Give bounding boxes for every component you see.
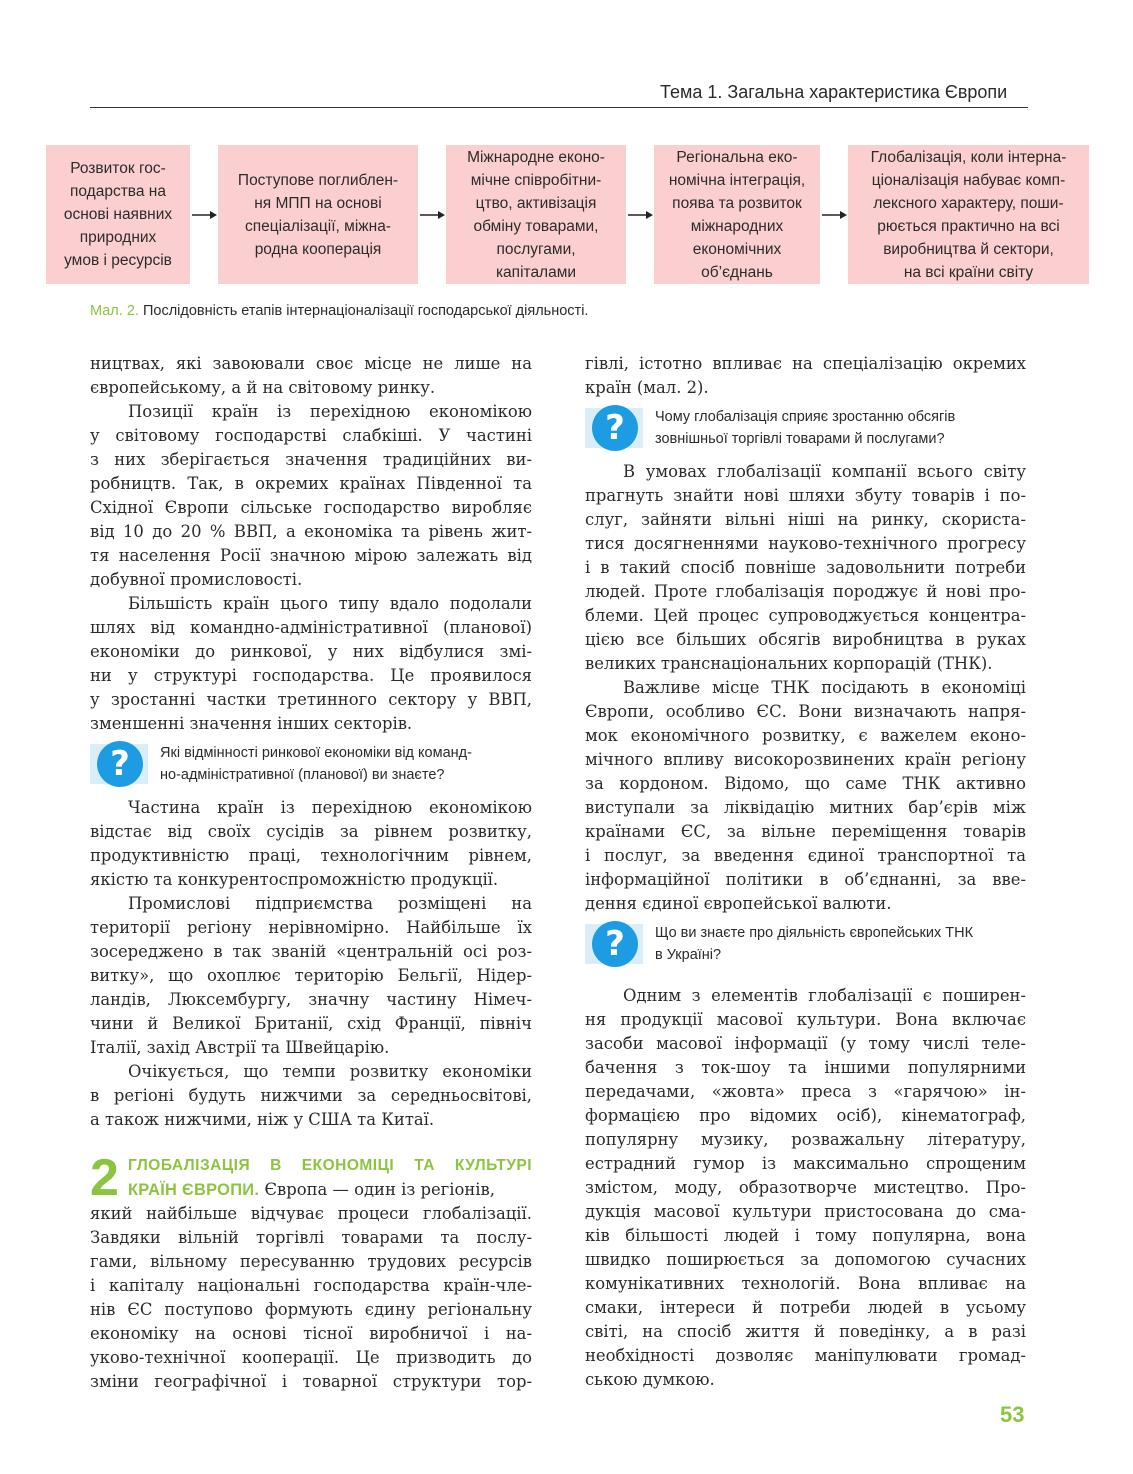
flow-step-5 (848, 145, 1089, 284)
paragraph: ництвах, які завоювали своє місце не лише на європейському, а й на світовому ринку. (90, 354, 532, 397)
header-divider (90, 107, 1028, 108)
flow-step-2-text: Поступове поглиблен- ня МПП на основі спеціалізації, міжна- родна кооперація (237, 171, 399, 258)
arrow-right-icon (418, 210, 446, 220)
flow-step-3-text: Міжнародне еконо- мічне співробітни- цтво, активізація обміну товарами, послугами, капіталами (467, 148, 605, 281)
flow-step-1 (46, 145, 190, 284)
flow-step-4-text: Регіональна еко- номічна інтеграція, поява та розвиток міжнародних економічних об’єднань (668, 148, 806, 281)
question-text: Що ви знаєте про діяльність європейських ТНК в Україні? (655, 925, 974, 963)
figure-caption-text: Послідовність етапів інтернаціоналізації господарської діяльності. (142, 303, 589, 319)
paragraph: Позиції країн із перехідною економікою у світовому господарстві слабкіші. У частині з них зберігається значення традиційних ви- робництв. Так, в окремих країнах Південної та Східної Європи сільське господарство виробляє від 10 до 20 % ВВП, а економіка та рівень жит- тя населення Росії значною мірою залежать від добувної промисловості. (90, 402, 532, 589)
question-block (90, 740, 532, 794)
right-column (585, 352, 1026, 1392)
figure-caption-label: Мал. 2. (90, 303, 139, 319)
figure-caption (90, 303, 588, 319)
paragraph: Частина країн із перехідною економікою відстає від своїх сусідів за рівнем розвитку, продуктивністю праці, технологічним рівнем, якістю та конкурентоспроможністю продукції. (90, 798, 532, 889)
flow-step-3 (446, 145, 626, 284)
paragraph: який найбільше відчуває процеси глобалізації. Завдяки вільній торгівлі товарами та послу- гами, вільному пересуванню трудових ресурсів і капіталу національні господарства країн-чле- нів ЄС поступово формують єдину регіональну економіку на основі тісної виробничої і на- уково-технічної кооперації. Це призводить до зміни географічної і товарної структури тор- (90, 1204, 532, 1391)
question-mark-icon: ? (592, 405, 638, 451)
question-block (585, 920, 1026, 974)
flow-step-2 (218, 145, 418, 284)
flow-step-1-text: Розвиток гос- подарства на основі наявних природних умов і ресурсів (63, 160, 173, 269)
section-heading: 2 ГЛОБАЛІЗАЦІЯ В ЕКОНОМІЦІ ТА КУЛЬТУРІ КРАЇН ЄВРОПИ. Європа — один із регіонів, (90, 1149, 532, 1207)
paragraph: Очікується, що темпи розвитку економіки в регіоні будуть нижчими за середньосвітові, а також нижчими, ніж у США та Китаї. (90, 1062, 532, 1129)
paragraph: Промислові підприємства розміщені на території регіону нерівномірно. Найбільше їх зосереджено в так званій «центральній осі роз- витку», що охоплює територію Бельгії, Нідер- ландів, Люксембургу, значну частину Німеч- чини й Великої Британії, схід Франції, північ Італії, захід Австрії та Швейцарію. (90, 894, 532, 1057)
page-header-title: Тема 1. Загальна характеристика Європи (660, 82, 1008, 102)
left-column (90, 352, 532, 1394)
paragraph: Більшість країн цього типу вдало подолали шлях від командно-адміністративної (планової) економіки до ринкової, у них відбулися змі- ни у структурі господарства. Це проявилося у зростанні частки третинного сектору у ВВП, зменшенні значення інших секторів. (90, 594, 532, 733)
paragraph: В умовах глобалізації компанії всього світу прагнуть знайти нові шляхи збуту товарів і по- слуг, зайняти вільні ніші на ринку, скориста- тися досягненнями науково-технічного прогресу і в такий спосіб повніше задовольнити потреби людей. Проте глобалізація породжує й нові про- блеми. Цей процес супроводжується концентра- цією все більших обсягів виробництва в руках великих транснаціональних корпорацій (ТНК). (585, 462, 1026, 673)
question-mark-icon: ? (592, 921, 638, 967)
question-block (585, 404, 1026, 458)
question-text: Які відмінності ринкової економіки від команд- но-адміністративної (планової) ви знаєте? (160, 745, 472, 783)
section-title: ГЛОБАЛІЗАЦІЯ В ЕКОНОМІЦІ ТА КУЛЬТУРІ (128, 1157, 532, 1174)
page-number: 53 (1000, 1402, 1025, 1427)
paragraph: гівлі, істотно впливає на спеціалізацію окремих країн (мал. 2). (585, 354, 1026, 397)
section-number: 2 (90, 1149, 119, 1207)
arrow-right-icon (626, 210, 654, 220)
flow-step-4 (654, 145, 820, 284)
arrow-right-icon (190, 210, 218, 220)
paragraph: Одним з елементів глобалізації є поширен- ня продукції масової культури. Вона включає засоби масової інформації (у тому числі теле- бачення з ток-шоу та іншими популярними передачами, «жовта» преса з «гарячою» ін- формацією про відомих осіб), кінематограф, популярну музику, розважальну літературу, естрадний гумор із максимально спрощеним змістом, моду, образотворче мистецтво. Про- дукція масової культури пристосована до сма- ків більшості людей і тому популярна, вона швидко поширюється за допомогою сучасних комунікативних технологій. Вона впливає на смаки, інтереси й потреби людей в усьому світі, на спосіб життя й поведінку, а в разі необхідності дозволяє маніпулювати громад- ською думкою. (585, 986, 1026, 1389)
flow-step-5-text: Глобалізація, коли інтерна- ціоналізація набуває комп- лексного характеру, поши- рюється практично на всі виробництва й сектори, на всі країни світу (870, 148, 1067, 281)
section-title-cont: КРАЇН ЄВРОПИ. (128, 1181, 260, 1199)
paragraph: Важливе місце ТНК посідають в економіці Європи, особливо ЄС. Вони визначають напря- мок економічного розвитку, є важелем еконо- мічного впливу високорозвинених країн регіону за кордоном. Відомо, що саме ТНК активно виступали за ліквідацію митних бар’єрів між країнами ЄС, за вільне переміщення товарів і послуг, за введення єдиної транспортної та інформаційної політики в об’єднанні, за вве- дення єдиної європейської валюти. (585, 678, 1026, 913)
question-text: Чому глобалізація сприяє зростанню обсягів зовнішньої торгівлі товарами й послугами? (655, 409, 956, 447)
arrow-right-icon (820, 210, 848, 220)
question-mark-icon: ? (97, 741, 143, 787)
